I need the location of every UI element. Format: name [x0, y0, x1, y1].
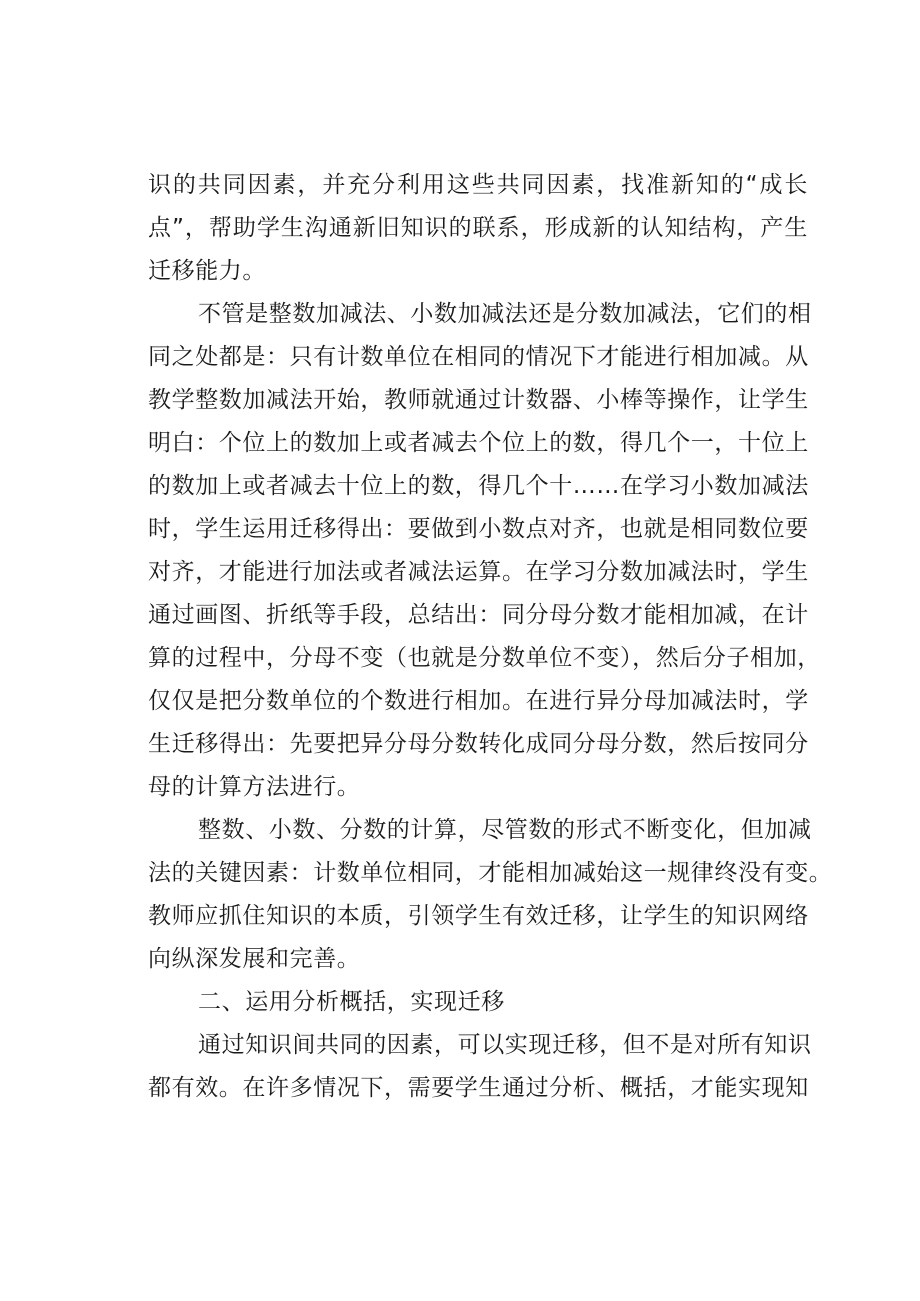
text-line: 明白：个位上的数加上或者减去个位上的数，得几个一，十位上 — [148, 430, 809, 456]
text-line: 识的共同因素，并充分利用这些共同因素，找准新知的“成长 — [148, 172, 808, 198]
section-heading: 二、运用分析概括，实现迁移 — [198, 989, 505, 1015]
text-line: 通过画图、折纸等手段，总结出：同分母分数才能相加减，在计 — [148, 602, 809, 628]
text-line: 母的计算方法进行。 — [148, 774, 361, 800]
text-line: 同之处都是：只有计数单位在相同的情况下才能进行相加减。从 — [148, 344, 809, 370]
text-line: 的数加上或者减去十位上的数，得几个十……在学习小数加减法 — [148, 473, 809, 499]
paragraph-start-line: 整数、小数、分数的计算，尽管数的形式不断变化，但加减 — [198, 817, 812, 843]
text-line: 仅仅是把分数单位的个数进行相加。在进行异分母加减法时，学 — [148, 688, 809, 714]
text-line: 法的关键因素：计数单位相同，才能相加减始这一规律终没有变。 — [148, 860, 833, 886]
text-line: 都有效。在许多情况下，需要学生通过分析、概括，才能实现知 — [148, 1075, 809, 1101]
document-body — [148, 164, 833, 1110]
text-line: 算的过程中，分母不变（也就是分数单位不变），然后分子相加， — [148, 645, 821, 671]
text-line: 生迁移得出：先要把异分母分数转化成同分母分数，然后按同分 — [148, 731, 809, 757]
text-line: 点”，帮助学生沟通新旧知识的联系，形成新的认知结构，产生 — [148, 215, 808, 241]
text-line: 迁移能力。 — [148, 258, 266, 284]
text-line: 向纵深发展和完善。 — [148, 946, 361, 972]
text-line: 对齐，才能进行加法或者减法运算。在学习分数加减法时，学生 — [148, 559, 809, 585]
text-line: 时，学生运用迁移得出：要做到小数点对齐，也就是相同数位要 — [148, 516, 809, 542]
text-line: 教学整数加减法开始，教师就通过计数器、小棒等操作，让学生 — [148, 387, 809, 413]
paragraph-start-line: 不管是整数加减法、小数加减法还是分数加减法，它们的相 — [198, 301, 812, 327]
paragraph-start-line: 通过知识间共同的因素，可以实现迁移，但不是对所有知识 — [198, 1032, 812, 1058]
text-line: 教师应抓住知识的本质，引领学生有效迁移，让学生的知识网络 — [148, 903, 809, 929]
